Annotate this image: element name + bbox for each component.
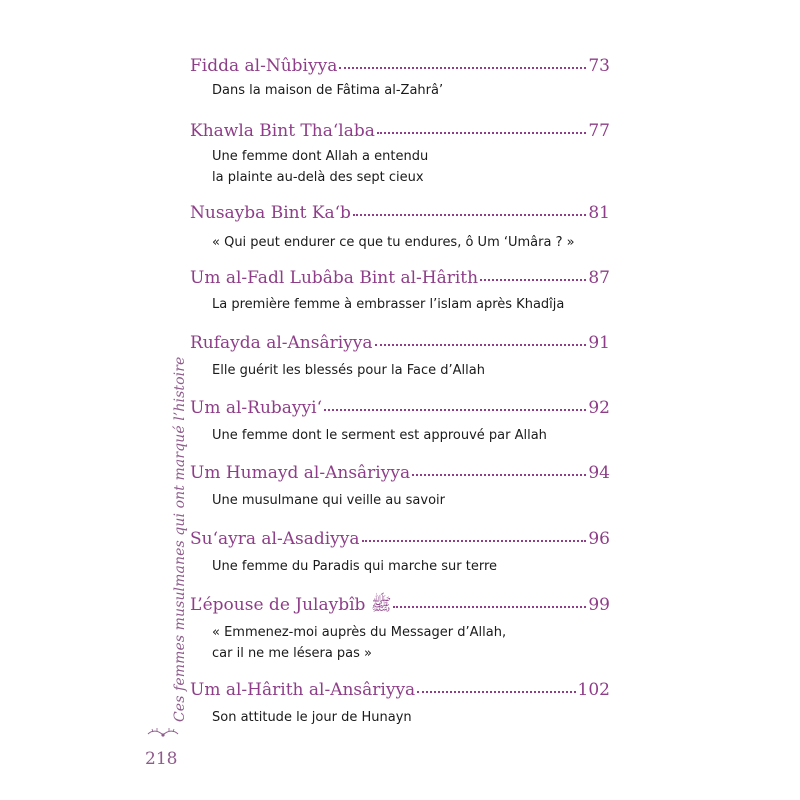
subtitle-line: car il ne me lésera pas » (212, 646, 373, 661)
subtitle-line: « Emmenez-moi auprès du Messager d’Allah, (212, 625, 507, 640)
leader-dots (375, 344, 587, 346)
toc-entry-subtitle (212, 622, 612, 664)
entry-name: Khawla Bint Tha‘laba (190, 121, 375, 141)
entry-name: Su‘ayra al-Asadiyya (190, 529, 360, 549)
entry-name: Um al-Rubayyi‘ (190, 398, 322, 418)
toc-entry-title[interactable] (190, 268, 610, 288)
entry-name: Rufayda al-Ansâriyya (190, 333, 373, 353)
leader-dots (417, 691, 575, 693)
subtitle-line: Une femme du Paradis qui marche sur terre (212, 559, 498, 574)
toc-entry-subtitle (212, 707, 612, 728)
toc-entry-subtitle (212, 294, 612, 315)
entry-page-number: 77 (588, 121, 610, 141)
toc-entry-title[interactable] (190, 333, 610, 353)
entry-page-number: 87 (588, 268, 610, 288)
toc-entry-title[interactable] (190, 529, 610, 549)
leader-dots (393, 606, 586, 608)
entry-page-number: 91 (588, 333, 610, 353)
entry-name: Um al-Hârith al-Ansâriyya (190, 680, 416, 700)
toc-entry-subtitle (212, 490, 612, 511)
subtitle-line: La première femme à embrasser l’islam après Khadîja (212, 297, 565, 312)
subtitle-line: Dans la maison de Fâtima al-Zahrâ’ (212, 83, 444, 98)
subtitle-line: Une femme dont Allah a entendu (212, 149, 429, 164)
toc-entry-subtitle (212, 556, 612, 577)
entry-name: L’épouse de Julaybîb ﷺ (190, 595, 392, 615)
entry-page-number: 96 (588, 529, 610, 549)
entry-page-number: 102 (577, 680, 610, 700)
subtitle-line: Elle guérit les blessés pour la Face d’Allah (212, 363, 485, 378)
toc-entry-title[interactable] (190, 463, 610, 483)
subtitle-line: « Qui peut endurer ce que tu endures, ô Um ‘Umâra ? » (212, 235, 575, 250)
leader-dots (480, 279, 586, 281)
toc-entry-title[interactable] (190, 398, 610, 418)
leader-dots (353, 214, 586, 216)
entry-page-number: 99 (588, 595, 610, 615)
toc-entry-subtitle (212, 360, 612, 381)
leader-dots (339, 67, 586, 69)
toc-entry-subtitle (212, 232, 612, 253)
leader-dots (324, 409, 586, 411)
leader-dots (362, 540, 587, 542)
toc-entry-title[interactable] (190, 203, 610, 223)
entry-page-number: 92 (588, 398, 610, 418)
toc-entry-subtitle (212, 80, 612, 101)
entry-name: Um al-Fadl Lubâba Bint al-Hârith (190, 268, 479, 288)
entry-page-number: 73 (588, 56, 610, 76)
entry-name: Nusayba Bint Ka‘b (190, 203, 351, 223)
subtitle-line: Son attitude le jour de Hunayn (212, 710, 412, 725)
book-title-text: Ces femmes musulmanes qui ont marqué l’histoire (172, 356, 188, 722)
leader-dots (377, 132, 587, 134)
page-number: 218 (145, 749, 178, 769)
subtitle-line: Une femme dont le serment est approuvé par Allah (212, 428, 547, 443)
entry-page-number: 94 (588, 463, 610, 483)
toc-entry-title[interactable] (190, 594, 610, 619)
subtitle-line: Une musulmane qui veille au savoir (212, 493, 445, 508)
toc-entry-title[interactable] (190, 56, 610, 76)
toc-entry-title[interactable] (190, 680, 610, 700)
toc-entry-subtitle (212, 425, 612, 446)
toc-entry-subtitle (212, 146, 612, 188)
toc-entry-title[interactable] (190, 121, 610, 141)
entry-name: Um Humayd al-Ansâriyya (190, 463, 411, 483)
leader-dots (412, 474, 586, 476)
entry-name: Fidda al-Nûbiyya (190, 56, 338, 76)
entry-page-number: 81 (588, 203, 610, 223)
subtitle-line: la plainte au-delà des sept cieux (212, 170, 424, 185)
